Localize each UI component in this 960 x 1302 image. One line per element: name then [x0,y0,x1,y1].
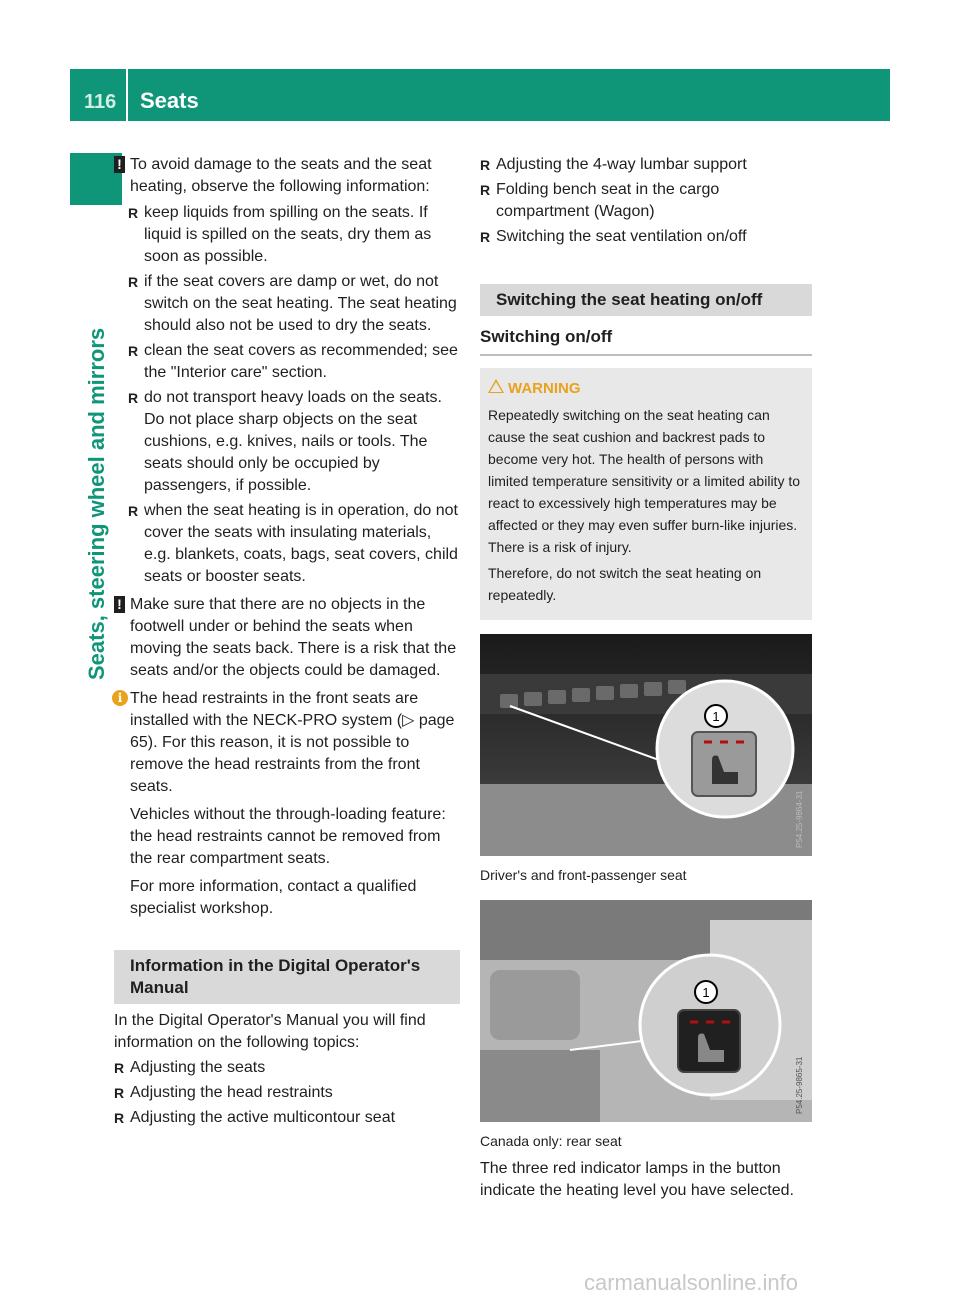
info-text-1: The head restraints in the front seats are installed with the NECK-PRO system (▷ page 65). For this reason, it is not possible to remove the head restraints from the front seats. [130,690,455,795]
list-item: R Folding bench seat in the cargo compartment (Wagon) [480,179,812,223]
warning-triangle-icon [488,379,504,393]
header-divider [126,69,128,121]
svg-text:P54.25-9865-31: P54.25-9865-31 [795,1056,804,1114]
topic-list [114,1057,460,1129]
left-column [114,154,460,1132]
caution-list [114,202,460,588]
caution-note [114,154,460,198]
warning-title: WARNING [488,378,804,400]
list-item: R keep liquids from spilling on the seats. If liquid is spilled on the seats, dry them as soon as possible. [128,202,460,268]
info-text-3: For more information, contact a qualified specialist workshop. [130,878,417,917]
closing-text: The three red indicator lamps in the button indicate the heating level you have selected. [480,1160,794,1199]
right-column [480,154,812,1202]
topic-list-continued [480,154,812,248]
list-item: R Adjusting the 4-way lumbar support [480,154,812,176]
photo-front-seat-heating-button [480,634,812,856]
sub-heading: Switching on/off [480,326,812,356]
caution-text-2: Make sure that there are no objects in the footwell under or behind the seats when moving the seats back. There is a risk that the seats and/or the objects could be damaged. [130,596,457,679]
list-item: R Switching the seat ventilation on/off [480,226,812,248]
page-header [70,69,890,121]
list-item: R Adjusting the seats [114,1057,460,1079]
list-item: R Adjusting the head restraints [114,1082,460,1104]
info-text-2: Vehicles without the through-loading feature: the head restraints cannot be removed from the rear compartment seats. [130,806,446,867]
watermark: carmanualsonline.info [584,1270,799,1295]
list-item: R do not transport heavy loads on the seats. Do not place sharp objects on the seat cushions, e.g. knives, nails or tools. The seats should only be occupied by passengers, if possible. [128,387,460,497]
page-title: Seats [140,88,199,113]
info-note [114,688,460,920]
list-item: R when the seat heating is in operation, do not cover the seats with insulating materials, e.g. blankets, coats, bags, seat covers, child seats or booster seats. [128,500,460,588]
page-reference-link[interactable]: ▷ page 65 [130,712,455,751]
svg-text:P54.25-9864-31: P54.25-9864-31 [795,790,804,848]
caution-note-2 [114,594,460,682]
callout-number: 1 [712,709,720,724]
section-heading-seat-heating: Switching the seat heating on/off [480,284,812,316]
list-item: R clean the seat covers as recommended; see the "Interior care" section. [128,340,460,384]
caution-icon: ! [114,156,125,173]
warning-text-2: Therefore, do not switch the seat heating on repeatedly. [488,565,762,603]
caution-icon: ! [114,596,125,613]
photo-rear-seat-heating-button [480,900,812,1122]
photo-caption-front: Driver's and front-passenger seat [480,867,687,883]
section-heading: Information in the Digital Operator's Manual [114,950,460,1004]
info-icon: i [112,690,128,706]
photo-caption-rear: Canada only: rear seat [480,1133,622,1149]
warning-box [480,368,812,620]
warning-text-1: Repeatedly switching on the seat heating can cause the seat cushion and backrest pads to become very hot. The health of persons with limited temperature sensitivity or a limited ability to react to excessively high temperatures may be affected or they may even suffer burn-like injuries. There is a risk of injury. [488,407,801,555]
list-item: R Adjusting the active multicontour seat [114,1107,460,1129]
page-number: 116 [84,91,117,113]
svg-text:1: 1 [702,985,710,1000]
section-intro: In the Digital Operator's Manual you will find information on the following topics: [114,1012,426,1051]
caution-text: To avoid damage to the seats and the seat heating, observe the following information: [130,156,432,195]
list-item: R if the seat covers are damp or wet, do not switch on the seat heating. The seat heating should also not be used to dry the seats. [128,271,460,337]
